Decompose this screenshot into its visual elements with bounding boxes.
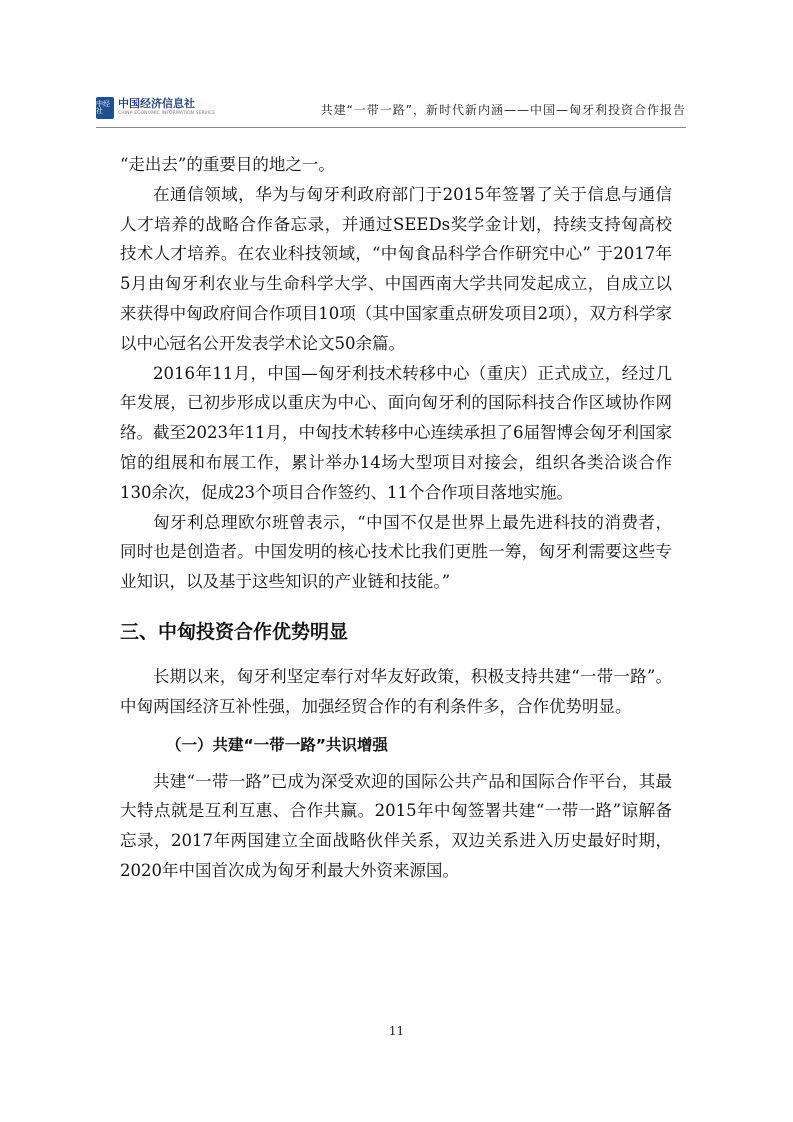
- body-paragraph: 共建“一带一路”已成为深受欢迎的国际公共产品和国际合作平台，其最大特点就是互利互惠、合作共赢。2015年中匈签署共建“一带一路”谅解备忘录，2017年两国建立全面战略伙伴关系，双边关系进入历史最好时期，2020年中国首次成为匈牙利最大外资来源国。: [120, 771, 672, 880]
- section-heading: 三、中匈投资合作优势明显: [120, 620, 349, 643]
- body-paragraph: 匈牙利总理欧尔班曾表示，“中国不仅是世界上最先进科技的消费者，同时也是创造者。中国发明的核心技术比我们更胜一筹，匈牙利需要这些专业知识，以及基于这些知识的产业链和技能。”: [120, 512, 672, 592]
- page-body: [120, 150, 672, 886]
- subsection-heading: （一）共建“一带一路”共识增强: [166, 735, 388, 754]
- header-divider: [96, 127, 686, 128]
- logo-name-cn: 中国经济信息社: [118, 97, 195, 110]
- logo-mark-text: 中经社: [96, 100, 110, 115]
- page-number: 11: [388, 1024, 405, 1038]
- body-paragraph: “走出去”的重要目的地之一。: [120, 155, 335, 174]
- logo-text: [118, 97, 215, 117]
- logo-name-en: CHINA ECONOMIC INFORMATION SERVICE: [118, 111, 216, 116]
- body-paragraph: 长期以来，匈牙利坚定奉行对华友好政策，积极支持共建“一带一路”。中匈两国经济互补性强，加强经贸合作的有利条件多，合作优势明显。: [120, 666, 672, 716]
- publisher-logo: [96, 97, 215, 119]
- logo-mark-icon: [96, 97, 114, 119]
- report-title: 共建“一带一路”，新时代新内涵——中国—匈牙利投资合作报告: [320, 103, 686, 117]
- page-header: [96, 92, 686, 132]
- body-paragraph: 2016年11月，中国—匈牙利技术转移中心（重庆）正式成立，经过几年发展，已初步形成以重庆为中心、面向匈牙利的国际科技合作区域协作网络。截至2023年11月，中匈技术转移中心连续承担了6届智博会匈牙利国家馆的组展和布展工作，累计举办14场大型项目对接会，组织各类洽谈合作130余次，促成23个项目合作签约、11个合作项目落地实施。: [120, 363, 672, 502]
- body-paragraph: 在通信领域，华为与匈牙利政府部门于2015年签署了关于信息与通信人才培养的战略合作备忘录，并通过SEEDs奖学金计划，持续支持匈高校技术人才培养。在农业科技领域，“中匈食品科学合作研究中心” 于2017年5月由匈牙利农业与生命科学大学、中国西南大学共同发起成立，自成立以来获得中匈政府间合作项目10项（其中国家重点研发项目2项），双方科学家以中心冠名公开发表学术论文50余篇。: [120, 184, 672, 353]
